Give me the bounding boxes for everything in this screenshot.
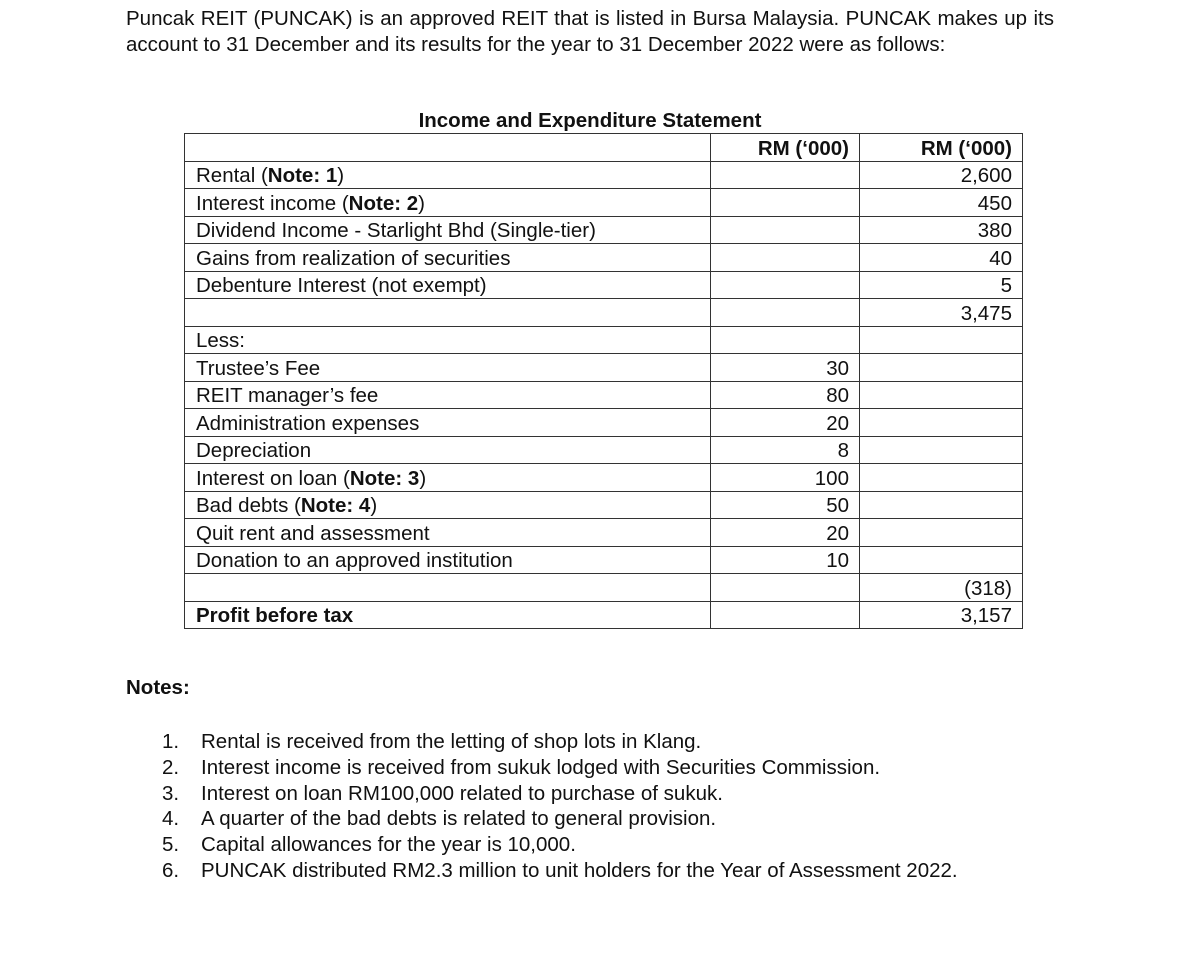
table-row-dividend-income (185, 216, 1023, 244)
table-row-gains-securities (185, 244, 1023, 272)
table-row-bad-debts (185, 491, 1023, 519)
row-value-a (711, 299, 860, 327)
statement-title: Income and Expenditure Statement (418, 109, 762, 132)
row-value-b (860, 326, 1023, 354)
income-total-value: 3,475 (860, 299, 1023, 327)
table-row-admin-expenses (185, 409, 1023, 437)
intro-paragraph: Puncak REIT (PUNCAK) is an approved REIT that is listed in Bursa Malaysia. PUNCAK makes up its account to 31 December and its results for the year to 31 December 2022 were as follows: (126, 7, 1054, 56)
note-number: 5. (162, 833, 180, 857)
row-label (185, 574, 711, 602)
table-row-profit-before-tax (185, 601, 1023, 629)
expense-total-value: (318) (860, 574, 1023, 602)
note-reference: Note: 3 (349, 466, 420, 490)
row-value-a (711, 271, 860, 299)
row-label: Gains from realization of securities (185, 244, 711, 272)
profit-label: Profit before tax (185, 601, 711, 629)
note-text: A quarter of the bad debts is related to general provision. (201, 807, 717, 831)
table-row-interest-income (185, 189, 1023, 217)
row-label: Dividend Income - Starlight Bhd (Single-tier) (185, 216, 711, 244)
row-value-a: 20 (711, 409, 860, 437)
table-row-interest-on-loan (185, 464, 1023, 492)
row-value-a (711, 244, 860, 272)
table-row-debenture-interest (185, 271, 1023, 299)
table-row-income-total (185, 299, 1023, 327)
row-label: Depreciation (185, 436, 711, 464)
row-value-b (860, 519, 1023, 547)
row-value-b (860, 409, 1023, 437)
row-label: Quit rent and assessment (185, 519, 711, 547)
note-number: 3. (162, 781, 180, 805)
note-item (162, 729, 958, 755)
row-label (185, 299, 711, 327)
note-text: Interest income is received from sukuk lodged with Securities Commission. (201, 755, 881, 779)
row-value-b (860, 381, 1023, 409)
notes-heading: Notes: (126, 676, 190, 699)
note-number: 4. (162, 807, 180, 831)
table-row-expense-total (185, 574, 1023, 602)
table-row-manager-fee (185, 381, 1023, 409)
row-value-b (860, 436, 1023, 464)
income-expenditure-table (184, 133, 1023, 629)
row-value-b: 40 (860, 244, 1023, 272)
table-row-depreciation (185, 436, 1023, 464)
table-row-quit-rent (185, 519, 1023, 547)
row-label: Trustee’s Fee (185, 354, 711, 382)
row-value-b: 2,600 (860, 161, 1023, 189)
note-text: Capital allowances for the year is 10,000. (201, 833, 576, 857)
note-reference: Note: 2 (348, 191, 419, 215)
row-value-b (860, 546, 1023, 574)
note-text: Interest on loan RM100,000 related to purchase of sukuk. (201, 781, 723, 805)
row-label: Bad debts (Note: 4) (185, 491, 711, 519)
row-value-a (711, 189, 860, 217)
row-value-b (860, 354, 1023, 382)
notes-list (162, 729, 958, 884)
row-value-a (711, 216, 860, 244)
table-row-trustee-fee (185, 354, 1023, 382)
row-value-a (711, 601, 860, 629)
row-value-b: 450 (860, 189, 1023, 217)
row-value-a (711, 161, 860, 189)
row-value-a: 10 (711, 546, 860, 574)
row-value-a: 80 (711, 381, 860, 409)
row-value-b: 5 (860, 271, 1023, 299)
row-value-a: 20 (711, 519, 860, 547)
table-row-donation (185, 546, 1023, 574)
row-value-a: 30 (711, 354, 860, 382)
note-item (162, 858, 958, 884)
header-rm-column-1: RM (‘000) (711, 134, 860, 162)
row-label: REIT manager’s fee (185, 381, 711, 409)
row-value-a: 100 (711, 464, 860, 492)
row-value-a: 8 (711, 436, 860, 464)
row-label: Interest on loan (Note: 3) (185, 464, 711, 492)
row-label: Rental (Note: 1) (185, 161, 711, 189)
note-item (162, 832, 958, 858)
row-value-a (711, 574, 860, 602)
table-row-less (185, 326, 1023, 354)
note-item (162, 755, 958, 781)
row-value-b (860, 464, 1023, 492)
table-header-row (185, 134, 1023, 162)
row-label: Donation to an approved institution (185, 546, 711, 574)
row-label: Administration expenses (185, 409, 711, 437)
note-text: PUNCAK distributed RM2.3 million to unit holders for the Year of Assessment 2022. (201, 858, 958, 882)
note-reference: Note: 4 (300, 494, 371, 517)
note-text: Rental is received from the letting of shop lots in Klang. (201, 730, 702, 753)
table-row-rental (185, 161, 1023, 189)
note-item (162, 806, 958, 832)
note-number: 2. (162, 755, 180, 779)
header-desc-cell (185, 134, 711, 162)
note-item (162, 781, 958, 807)
row-value-b (860, 491, 1023, 519)
row-value-b: 380 (860, 216, 1023, 244)
note-number: 6. (162, 858, 180, 882)
row-value-a (711, 326, 860, 354)
row-label: Interest income (Note: 2) (185, 189, 711, 217)
less-label: Less: (185, 326, 711, 354)
row-value-a: 50 (711, 491, 860, 519)
note-number: 1. (162, 730, 180, 753)
row-label: Debenture Interest (not exempt) (185, 271, 711, 299)
header-rm-column-2: RM (‘000) (860, 134, 1023, 162)
profit-value: 3,157 (860, 601, 1023, 629)
note-reference: Note: 1 (267, 164, 338, 187)
